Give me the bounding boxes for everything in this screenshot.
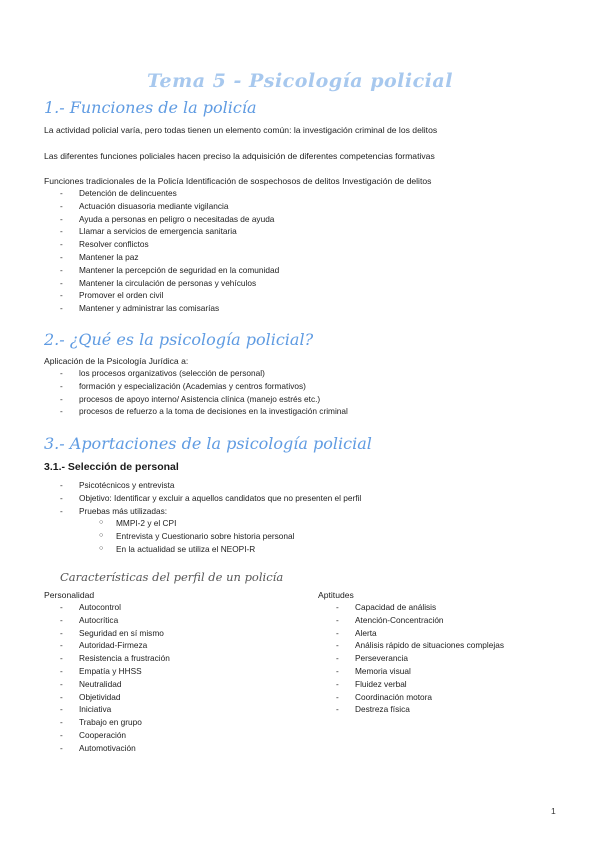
list-item [60,492,361,505]
dash-bullet-icon: - [60,602,63,612]
list-item-text: Neutralidad [79,678,122,689]
personality-list [60,601,170,755]
list-item [60,678,170,691]
list-item-text: Trabajo en grupo [79,717,142,728]
list-item [60,200,279,213]
dash-bullet-icon: - [336,640,339,651]
list-item [336,665,504,678]
list-item-text: Ayuda a personas en peligro o necesitadas de ayuda [79,213,275,224]
dash-bullet-icon: - [60,678,63,689]
circle-bullet-icon: ○ [99,531,104,539]
list-item-text: Iniciativa [79,704,112,715]
list-item [60,716,170,729]
tests-list [99,517,294,555]
dash-bullet-icon: - [60,251,63,262]
list-item [336,639,504,652]
list-item-text: Autocontrol [79,602,121,612]
list-item-text: Coordinación motora [355,691,433,702]
list-item-text: Autocrítica [79,614,119,625]
dash-bullet-icon: - [60,704,63,715]
list-item [60,479,361,492]
list-item-text: Alerta [355,627,377,638]
list-item-text: procesos de refuerzo a la toma de decisiones en la investigación criminal [79,406,348,417]
list-item-text: Mantener y administrar las comisarías [79,303,220,314]
dash-bullet-icon: - [60,290,63,301]
list-item [60,264,279,277]
list-item [60,380,348,393]
list-item [60,639,170,652]
list-item-text: Mantener la circulación de personas y vehículos [79,277,257,288]
dash-bullet-icon: - [336,665,339,676]
aptitudes-list [336,601,504,716]
list-item-text: Mantener la percepción de seguridad en la comunidad [79,264,280,275]
list-item-text: Psicotécnicos y entrevista [79,480,175,490]
list-item [336,703,504,716]
aptitudes-label: Aptitudes [318,590,354,600]
dash-bullet-icon: - [60,264,63,275]
list-item [60,729,170,742]
personality-label: Personalidad [44,590,95,600]
list-item [60,213,279,226]
functions-list [60,187,279,315]
dash-bullet-icon: - [60,627,63,638]
list-item-text: los procesos organizativos (selección de personal) [79,368,265,378]
dash-bullet-icon: - [60,653,63,664]
list-item [60,601,170,614]
dash-bullet-icon: - [60,188,63,198]
list-item [336,627,504,640]
list-item-text: Mantener la paz [79,251,139,262]
list-item [336,678,504,691]
list-item [60,367,348,380]
dash-bullet-icon: - [336,691,339,702]
list-item [60,277,279,290]
selection-list [60,479,361,517]
list-item [60,614,170,627]
list-item-text: Automotivación [79,742,136,753]
dash-bullet-icon: - [60,717,63,728]
dash-bullet-icon: - [60,729,63,740]
dash-bullet-icon: - [60,226,63,237]
list-item [60,505,361,518]
dash-bullet-icon: - [60,368,63,378]
list-item-text: Actuación disuasoria mediante vigilancia [79,200,229,211]
section-3-heading: 3.- Aportaciones de la psicología policial [44,434,372,453]
dash-bullet-icon: - [336,653,339,664]
circle-bullet-icon: ○ [99,544,104,552]
list-item-text: Detención de delincuentes [79,188,177,198]
list-item-text: Objetividad [79,691,121,702]
list-item-text: Perseverancia [355,653,409,664]
list-item [60,302,279,315]
document-title: Tema 5 - Psicología policial [147,70,453,92]
list-item [336,691,504,704]
dash-bullet-icon: - [60,665,63,676]
list-item [60,187,279,200]
dash-bullet-icon: - [336,614,339,625]
list-item [60,238,279,251]
list-item [60,627,170,640]
list-item-text: Entrevista y Cuestionario sobre historia personal [116,530,295,541]
list-item-text: procesos de apoyo interno/ Asistencia clínica (manejo estrés etc.) [79,393,321,404]
list-item-text: En la actualidad se utiliza el NEOPI-R [116,543,256,554]
dash-bullet-icon: - [60,303,63,314]
list-item [60,225,279,238]
dash-bullet-icon: - [60,380,63,391]
list-item [99,530,294,543]
section-2-heading: 2.- ¿Qué es la psicología policial? [44,330,314,349]
applications-list [60,367,348,418]
section-1-paragraph-1: La actividad policial varía, pero todas tienen un elemento común: la investigación criminal de los delitos [44,125,438,135]
dash-bullet-icon: - [336,602,339,612]
dash-bullet-icon: - [60,239,63,250]
dash-bullet-icon: - [60,393,63,404]
dash-bullet-icon: - [60,505,63,516]
dash-bullet-icon: - [60,691,63,702]
list-item [60,393,348,406]
list-item-text: Fluidez verbal [355,678,407,689]
section-2-intro: Aplicación de la Psicología Jurídica a: [44,356,189,366]
list-item-text: Objetivo: Identificar y excluir a aquellos candidatos que no presenten el perfil [79,492,362,503]
dash-bullet-icon: - [60,480,63,490]
circle-bullet-icon: ○ [99,519,104,526]
section-1-heading: 1.- Funciones de la policía [44,98,257,117]
dash-bullet-icon: - [60,614,63,625]
list-item [60,251,279,264]
section-1-paragraph-2: Las diferentes funciones policiales hacen preciso la adquisición de diferentes competencias formativas [44,151,435,161]
subsection-3-1-heading: 3.1.- Selección de personal [44,461,179,473]
list-item [60,652,170,665]
list-item [336,652,504,665]
list-item-text: Destreza física [355,704,410,715]
list-item [60,691,170,704]
list-item [60,405,348,418]
dash-bullet-icon: - [60,277,63,288]
list-item-text: Resistencia a frustración [79,653,170,664]
dash-bullet-icon: - [60,200,63,211]
dash-bullet-icon: - [60,742,63,753]
list-item-text: Memoria visual [355,665,411,676]
section-1-paragraph-3: Funciones tradicionales de la Policía Identificación de sospechosos de delitos Investigación de delitos [44,176,432,186]
list-item [60,703,170,716]
list-item [60,289,279,302]
list-item-text: Atención-Concentración [355,614,444,625]
list-item-text: formación y especialización (Academias y centros formativos) [79,380,306,391]
list-item [336,614,504,627]
list-item-text: Cooperación [79,729,127,740]
list-item-text: Análisis rápido de situaciones complejas [355,640,504,651]
list-item-text: MMPI-2 y el CPI [116,518,177,528]
dash-bullet-icon: - [336,704,339,715]
list-item-text: Autoridad-Firmeza [79,640,148,651]
dash-bullet-icon: - [60,213,63,224]
list-item-text: Capacidad de análisis [355,602,437,612]
list-item [99,543,294,556]
dash-bullet-icon: - [60,492,63,503]
list-item [99,517,294,530]
dash-bullet-icon: - [336,627,339,638]
dash-bullet-icon: - [60,406,63,417]
list-item-text: Llamar a servicios de emergencia sanitaria [79,226,237,237]
list-item [60,665,170,678]
list-item-text: Resolver conflictos [79,239,149,250]
profile-heading: Características del perfil de un policía [60,570,284,584]
dash-bullet-icon: - [60,640,63,651]
page-number: 1 [551,806,556,816]
list-item-text: Seguridad en sí mismo [79,627,164,638]
list-item-text: Promover el orden civil [79,290,164,301]
list-item-text: Empatía y HHSS [79,665,142,676]
dash-bullet-icon: - [336,678,339,689]
list-item [336,601,504,614]
list-item [60,742,170,755]
list-item-text: Pruebas más utilizadas: [79,505,168,516]
